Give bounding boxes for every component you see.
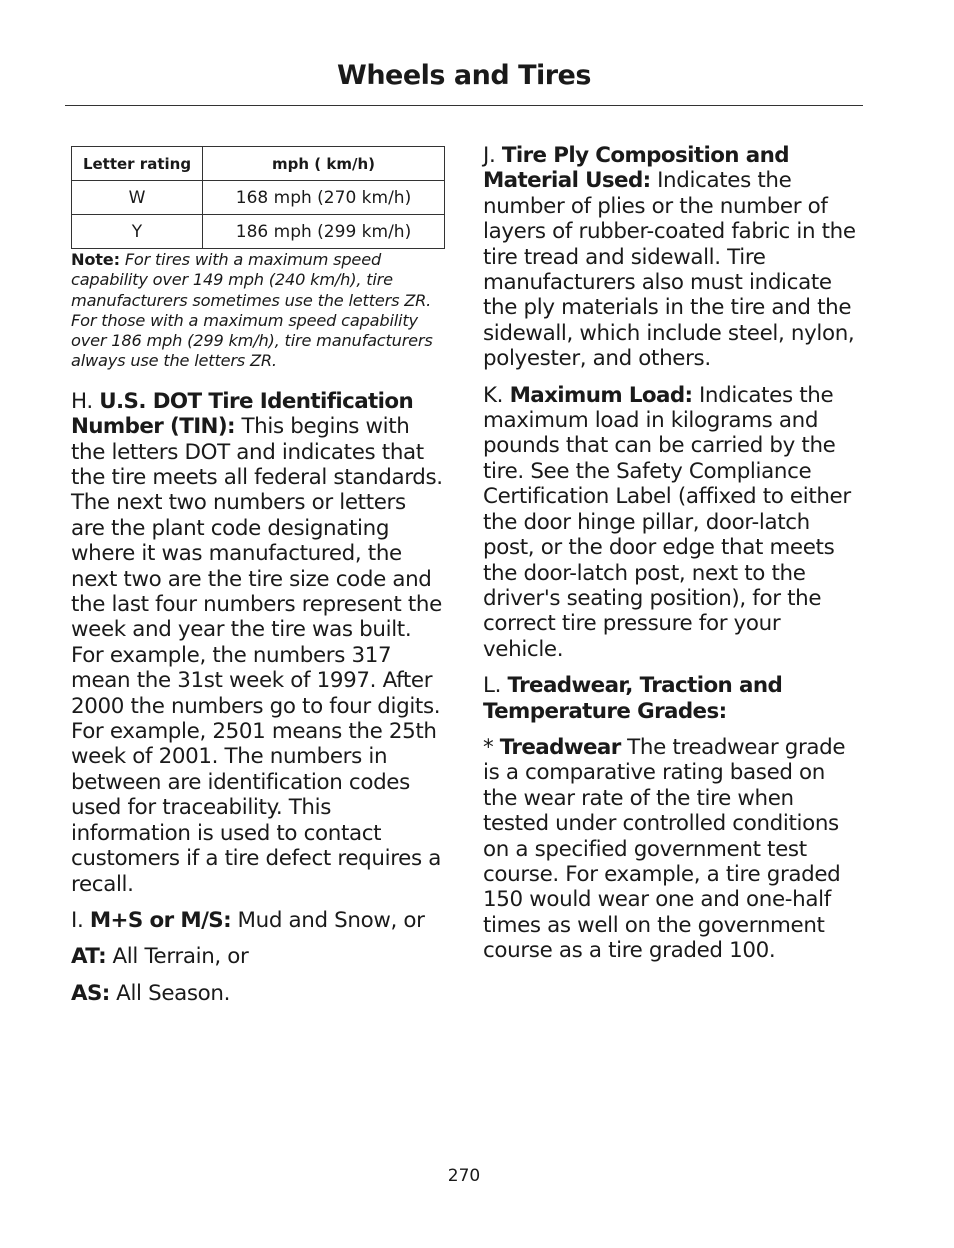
item-term: U.S. DOT Tire Identification Number (TIN): [71, 388, 414, 440]
item-text: Indicates the number of plies or the number of layers of rubber-coated fabric in the tire tread and sidewall. Tire manufacturers also must indicate the ply materials in the tire and the sidewall, which include steel, nylon, polyester, and others. [483, 168, 856, 372]
item-term: M+S or M/S: [89, 907, 232, 933]
table-row [72, 215, 445, 249]
paragraph-treadwear [483, 735, 861, 964]
paragraph-k [483, 383, 861, 662]
item-prefix: I. [71, 907, 90, 933]
item-term: Treadwear [499, 734, 621, 760]
item-prefix: K. [483, 382, 510, 408]
item-term: Treadwear, Traction and Temperature Grades: [483, 673, 783, 724]
page-title: Wheels and Tires [337, 60, 591, 91]
paragraph-j [483, 143, 861, 372]
table-note [71, 250, 445, 372]
item-text: Indicates the maximum load in kilograms and pounds that can be carried by the tire. See the Safety Compliance Certification Label (affixed to either the door hinge pillar, door-latch post, or the door edge that meets the door-latch post, next to the driver's seating position), for the correct tire pressure for your vehicle. [483, 382, 851, 662]
paragraph-at [71, 944, 445, 969]
item-prefix: * [483, 734, 500, 760]
note-text: For tires with a maximum speed capability over 149 mph (240 km/h), tire manufacturers sometimes use the letters ZR. For those with a maximum speed capability over 186 mph (299 km/h), tire manufacturers always use the letters ZR. [71, 250, 433, 371]
paragraph-as [71, 981, 445, 1006]
table-cell: W [72, 181, 203, 215]
table-header-cell: mph ( km/h) [203, 147, 445, 181]
item-term: Tire Ply Composition and Material Used: [483, 143, 789, 194]
table-cell: Y [72, 215, 203, 249]
item-prefix: L. [483, 673, 508, 699]
table-row [72, 181, 445, 215]
item-text: Mud and Snow, or [231, 907, 425, 933]
item-prefix: J. [483, 143, 502, 168]
note-label: Note: [71, 250, 120, 269]
item-text: This begins with the letters DOT and indicates that the tire meets all federal standards. The next two numbers or letters are the plant code designating where it was manufactured, the next two are the tire size code and the last four numbers represent the week and year the tire was built. For example, the numbers 317 mean the 31st week of 1997. After 2000 the numbers go to four digits. For example, 2501 means the 25th week of 2001. The numbers in between are identification codes used for traceability. This information is used to contact customers if a tire defect requires a recall. [71, 414, 443, 897]
item-text: All Season. [109, 980, 231, 1006]
paragraph-i [71, 908, 445, 933]
item-text: The treadwear grade is a comparative rating based on the wear rate of the tire when tested under controlled conditions on a specified government test course. For example, a tire graded 150 would wear one and one-half times as well on the government course as a tire graded 100. [483, 734, 846, 964]
item-term: AT: [71, 944, 107, 970]
table-header-row [72, 147, 445, 181]
item-term: Maximum Load: [509, 382, 693, 408]
item-text: All Terrain, or [106, 944, 249, 970]
page-number: 270 [447, 1166, 481, 1186]
title-divider [65, 105, 863, 106]
paragraph-l [483, 673, 861, 724]
table-cell: 186 mph (299 km/h) [203, 215, 445, 249]
item-term: AS: [71, 980, 110, 1006]
table-header-cell: Letter rating [72, 147, 203, 181]
table-cell: 168 mph (270 km/h) [203, 181, 445, 215]
left-column [71, 146, 445, 1006]
right-column [483, 143, 861, 964]
speed-rating-table [71, 146, 445, 249]
paragraph-h [71, 389, 445, 897]
item-prefix: H. [71, 388, 100, 414]
